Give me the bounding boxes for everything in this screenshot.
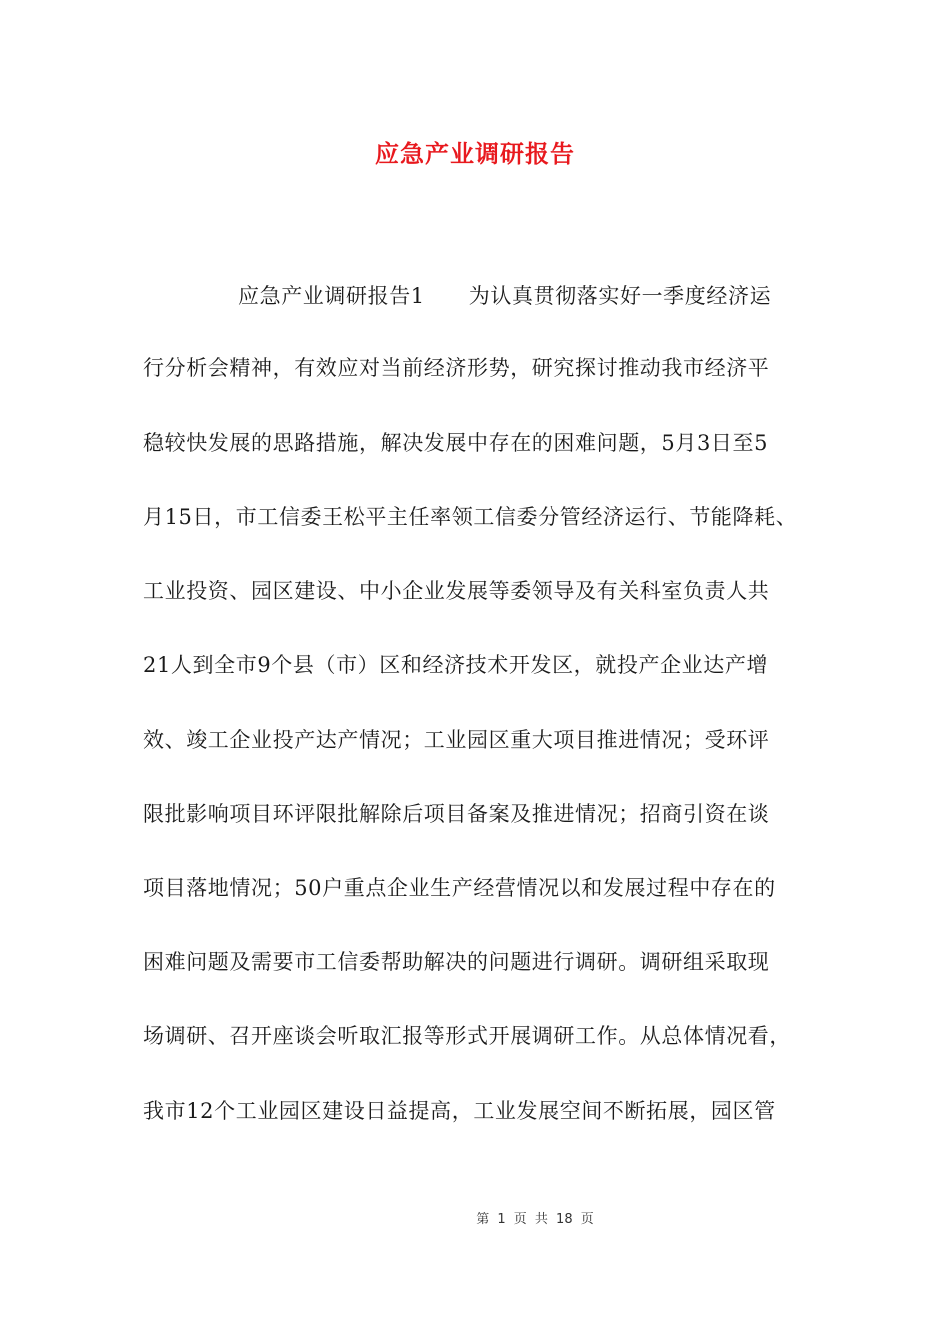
paragraph-line: 月15日，市工信委王松平主任率领工信委分管经济运行、节能降耗、 [143,505,798,529]
paragraph-line: 效、竣工企业投产达产情况；工业园区重大项目推进情况；受环评 [143,728,770,752]
paragraph-line: 困难问题及需要市工信委帮助解决的问题进行调研。调研组采取现 [143,950,770,974]
page-number-footer: 第 1 页 共 18 页 [476,1212,594,1227]
paragraph-line: 项目落地情况；50户重点企业生产经营情况以和发展过程中存在的 [143,876,776,900]
paragraph-line: 21人到全市9个县（市）区和经济技术开发区，就投产企业达产增 [143,653,769,677]
paragraph-line: 场调研、召开座谈会听取汇报等形式开展调研工作。从总体情况看， [143,1024,791,1048]
paragraph-line: 行分析会精神，有效应对当前经济形势，研究探讨推动我市经济平 [143,356,770,380]
paragraph-line: 工业投资、园区建设、中小企业发展等委领导及有关科室负责人共 [143,579,770,603]
document-title: 应急产业调研报告 [375,140,575,168]
section-heading: 应急产业调研报告1 [238,284,425,308]
paragraph-first-line [238,281,908,311]
paragraph-line: 我市12个工业园区建设日益提高，工业发展空间不断拓展，园区管 [143,1099,776,1123]
paragraph-text: 为认真贯彻落实好一季度经济运 [468,284,772,308]
paragraph-line: 限批影响项目环评限批解除后项目备案及推进情况；招商引资在谈 [143,802,770,826]
paragraph-line: 稳较快发展的思路措施，解决发展中存在的困难问题，5月3日至5 [143,431,769,455]
